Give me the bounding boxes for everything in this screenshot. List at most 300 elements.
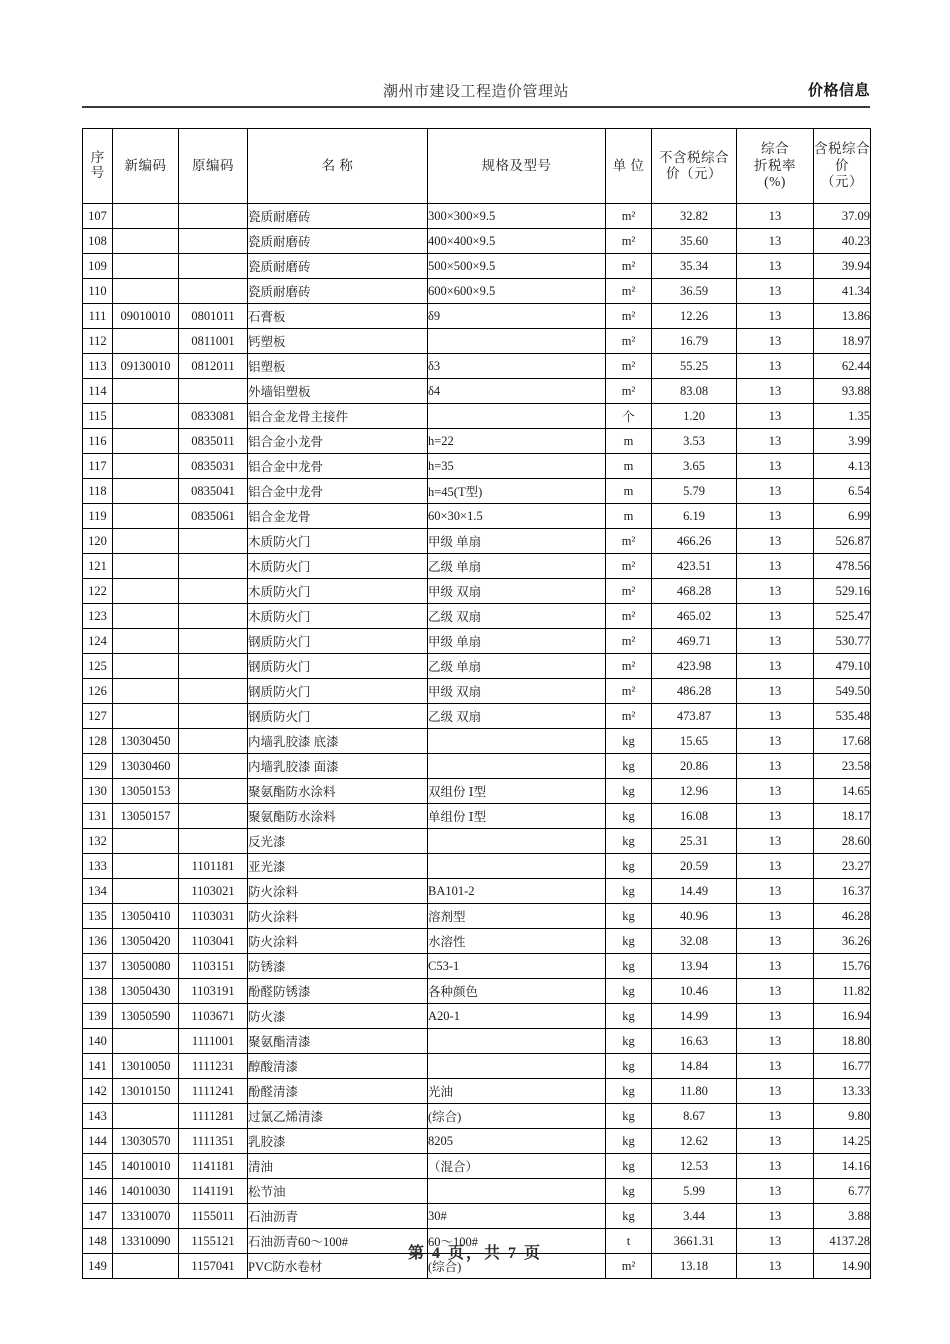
cell-tax-rate: 13 <box>737 1054 814 1079</box>
table-row <box>83 704 871 729</box>
cell-new-code <box>113 829 179 854</box>
column-header-unit: 单 位 <box>606 129 652 204</box>
cell-tax-rate: 13 <box>737 729 814 754</box>
cell-new-code: 13310090 <box>113 1229 179 1254</box>
column-header-net-price-line2: 价（元） <box>666 166 722 181</box>
cell-name: 聚氨酯清漆 <box>248 1029 428 1054</box>
cell-specification <box>428 754 606 779</box>
table-header-row <box>83 129 871 204</box>
cell-specification: 60×30×1.5 <box>428 504 606 529</box>
cell-new-code <box>113 679 179 704</box>
cell-unit: t <box>606 1229 652 1254</box>
cell-sequence: 111 <box>83 304 113 329</box>
table-row <box>83 879 871 904</box>
cell-sequence: 140 <box>83 1029 113 1054</box>
table-row <box>83 579 871 604</box>
cell-net-price: 8.67 <box>652 1104 737 1129</box>
cell-gross-price: 37.09 <box>814 204 871 229</box>
cell-sequence: 141 <box>83 1054 113 1079</box>
cell-name: 防火漆 <box>248 1004 428 1029</box>
cell-tax-rate: 13 <box>737 1254 814 1279</box>
cell-sequence: 129 <box>83 754 113 779</box>
cell-old-code: 1141191 <box>179 1179 248 1204</box>
cell-net-price: 40.96 <box>652 904 737 929</box>
cell-specification: 乙级 双扇 <box>428 604 606 629</box>
cell-sequence: 137 <box>83 954 113 979</box>
cell-old-code: 0835041 <box>179 479 248 504</box>
cell-specification: 300×300×9.5 <box>428 204 606 229</box>
cell-new-code: 13050410 <box>113 904 179 929</box>
cell-unit: m² <box>606 279 652 304</box>
cell-name: 铝合金中龙骨 <box>248 454 428 479</box>
cell-old-code: 0811001 <box>179 329 248 354</box>
cell-tax-rate: 13 <box>737 304 814 329</box>
table-row <box>83 304 871 329</box>
cell-tax-rate: 13 <box>737 204 814 229</box>
cell-net-price: 12.26 <box>652 304 737 329</box>
cell-net-price: 10.46 <box>652 979 737 1004</box>
cell-unit: 个 <box>606 404 652 429</box>
cell-unit: kg <box>606 729 652 754</box>
cell-net-price: 25.31 <box>652 829 737 854</box>
cell-unit: kg <box>606 954 652 979</box>
page-number-footer: 第 4 页，共 7 页 <box>407 1245 542 1262</box>
cell-specification: 60～100# <box>428 1229 606 1254</box>
cell-gross-price: 3.88 <box>814 1204 871 1229</box>
cell-specification: 水溶性 <box>428 929 606 954</box>
cell-old-code: 1141181 <box>179 1154 248 1179</box>
cell-specification: δ3 <box>428 354 606 379</box>
cell-old-code: 0801011 <box>179 304 248 329</box>
cell-net-price: 83.08 <box>652 379 737 404</box>
cell-new-code: 09130010 <box>113 354 179 379</box>
header-price-info-label: 价格信息 <box>807 82 870 99</box>
cell-sequence: 149 <box>83 1254 113 1279</box>
cell-net-price: 12.53 <box>652 1154 737 1179</box>
cell-gross-price: 13.33 <box>814 1079 871 1104</box>
cell-specification: δ4 <box>428 379 606 404</box>
cell-tax-rate: 13 <box>737 654 814 679</box>
cell-old-code <box>179 804 248 829</box>
cell-specification: 光油 <box>428 1079 606 1104</box>
cell-specification: h=22 <box>428 429 606 454</box>
cell-old-code <box>179 779 248 804</box>
cell-specification <box>428 1054 606 1079</box>
cell-sequence: 147 <box>83 1204 113 1229</box>
cell-new-code <box>113 554 179 579</box>
cell-tax-rate: 13 <box>737 929 814 954</box>
cell-net-price: 465.02 <box>652 604 737 629</box>
cell-old-code: 1103151 <box>179 954 248 979</box>
cell-specification: A20-1 <box>428 1004 606 1029</box>
cell-new-code: 13310070 <box>113 1204 179 1229</box>
column-header-net-price-line1: 不含税综合 <box>659 149 729 165</box>
cell-tax-rate: 13 <box>737 879 814 904</box>
table-row <box>83 604 871 629</box>
cell-net-price: 14.99 <box>652 1004 737 1029</box>
column-header-sequence-line2: 号 <box>90 165 105 180</box>
cell-unit: m <box>606 429 652 454</box>
cell-sequence: 109 <box>83 254 113 279</box>
cell-unit: kg <box>606 1129 652 1154</box>
cell-tax-rate: 13 <box>737 779 814 804</box>
cell-gross-price: 46.28 <box>814 904 871 929</box>
cell-name: 铝合金龙骨主接件 <box>248 404 428 429</box>
cell-name: 防火涂料 <box>248 904 428 929</box>
cell-name: 木质防火门 <box>248 554 428 579</box>
table-row <box>83 854 871 879</box>
cell-sequence: 124 <box>83 629 113 654</box>
table-row <box>83 229 871 254</box>
cell-gross-price: 525.47 <box>814 604 871 629</box>
cell-old-code <box>179 704 248 729</box>
cell-gross-price: 4.13 <box>814 454 871 479</box>
cell-new-code: 14010010 <box>113 1154 179 1179</box>
cell-sequence: 130 <box>83 779 113 804</box>
table-row <box>83 1154 871 1179</box>
cell-new-code: 13050080 <box>113 954 179 979</box>
cell-net-price: 468.28 <box>652 579 737 604</box>
cell-new-code: 13050430 <box>113 979 179 1004</box>
cell-tax-rate: 13 <box>737 1204 814 1229</box>
cell-net-price: 16.08 <box>652 804 737 829</box>
cell-name: 防锈漆 <box>248 954 428 979</box>
table-row <box>83 529 871 554</box>
cell-old-code: 1103671 <box>179 1004 248 1029</box>
cell-name: 钢质防火门 <box>248 654 428 679</box>
cell-specification: 双组份 Ⅰ型 <box>428 779 606 804</box>
cell-name: 铝合金中龙骨 <box>248 479 428 504</box>
cell-gross-price: 6.77 <box>814 1179 871 1204</box>
cell-old-code <box>179 279 248 304</box>
cell-old-code: 1111001 <box>179 1029 248 1054</box>
cell-old-code <box>179 679 248 704</box>
cell-new-code <box>113 454 179 479</box>
cell-tax-rate: 13 <box>737 254 814 279</box>
cell-name: 瓷质耐磨砖 <box>248 204 428 229</box>
cell-unit: m² <box>606 1254 652 1279</box>
cell-unit: m² <box>606 304 652 329</box>
cell-specification: 乙级 单扇 <box>428 554 606 579</box>
cell-gross-price: 15.76 <box>814 954 871 979</box>
cell-name: 亚光漆 <box>248 854 428 879</box>
cell-name: 木质防火门 <box>248 529 428 554</box>
cell-tax-rate: 13 <box>737 404 814 429</box>
cell-name: 乳胶漆 <box>248 1129 428 1154</box>
table-row <box>83 779 871 804</box>
cell-specification <box>428 829 606 854</box>
cell-gross-price: 529.16 <box>814 579 871 604</box>
cell-old-code <box>179 229 248 254</box>
table-row <box>83 804 871 829</box>
cell-new-code <box>113 329 179 354</box>
cell-new-code <box>113 229 179 254</box>
cell-gross-price: 549.50 <box>814 679 871 704</box>
table-row <box>83 904 871 929</box>
table-row <box>83 629 871 654</box>
cell-sequence: 113 <box>83 354 113 379</box>
cell-old-code <box>179 729 248 754</box>
cell-old-code: 1155011 <box>179 1204 248 1229</box>
cell-tax-rate: 13 <box>737 429 814 454</box>
cell-net-price: 20.59 <box>652 854 737 879</box>
cell-tax-rate: 13 <box>737 754 814 779</box>
cell-sequence: 134 <box>83 879 113 904</box>
cell-gross-price: 23.27 <box>814 854 871 879</box>
column-header-new-code: 新编码 <box>113 129 179 204</box>
cell-sequence: 131 <box>83 804 113 829</box>
cell-old-code <box>179 204 248 229</box>
cell-old-code: 0835061 <box>179 504 248 529</box>
cell-new-code: 13010150 <box>113 1079 179 1104</box>
material-price-table <box>82 128 871 1279</box>
cell-sequence: 135 <box>83 904 113 929</box>
cell-old-code: 1103021 <box>179 879 248 904</box>
column-header-gross-price-line2: （元） <box>821 174 863 190</box>
cell-unit: m² <box>606 704 652 729</box>
cell-unit: m <box>606 504 652 529</box>
cell-new-code <box>113 429 179 454</box>
cell-gross-price: 14.90 <box>814 1254 871 1279</box>
cell-unit: kg <box>606 804 652 829</box>
table-row <box>83 379 871 404</box>
cell-gross-price: 17.68 <box>814 729 871 754</box>
cell-specification: 甲级 单扇 <box>428 529 606 554</box>
cell-tax-rate: 13 <box>737 1129 814 1154</box>
cell-net-price: 423.51 <box>652 554 737 579</box>
cell-old-code: 1111351 <box>179 1129 248 1154</box>
cell-name: 反光漆 <box>248 829 428 854</box>
cell-gross-price: 6.99 <box>814 504 871 529</box>
table-row <box>83 429 871 454</box>
cell-unit: m² <box>606 604 652 629</box>
cell-specification: 600×600×9.5 <box>428 279 606 304</box>
cell-sequence: 118 <box>83 479 113 504</box>
cell-new-code <box>113 204 179 229</box>
cell-gross-price: 36.26 <box>814 929 871 954</box>
cell-specification: 30# <box>428 1204 606 1229</box>
table-row <box>83 1054 871 1079</box>
cell-unit: m² <box>606 329 652 354</box>
table-row <box>83 1179 871 1204</box>
cell-gross-price: 23.58 <box>814 754 871 779</box>
cell-old-code <box>179 754 248 779</box>
cell-tax-rate: 13 <box>737 1179 814 1204</box>
cell-name: 石膏板 <box>248 304 428 329</box>
cell-new-code: 13050153 <box>113 779 179 804</box>
cell-net-price: 12.62 <box>652 1129 737 1154</box>
cell-gross-price: 18.97 <box>814 329 871 354</box>
cell-new-code <box>113 854 179 879</box>
cell-unit: kg <box>606 779 652 804</box>
cell-gross-price: 40.23 <box>814 229 871 254</box>
cell-sequence: 125 <box>83 654 113 679</box>
cell-gross-price: 3.99 <box>814 429 871 454</box>
cell-net-price: 14.84 <box>652 1054 737 1079</box>
cell-net-price: 3.65 <box>652 454 737 479</box>
cell-old-code <box>179 604 248 629</box>
cell-net-price: 55.25 <box>652 354 737 379</box>
cell-new-code <box>113 1029 179 1054</box>
cell-old-code: 1111241 <box>179 1079 248 1104</box>
cell-net-price: 11.80 <box>652 1079 737 1104</box>
cell-unit: m² <box>606 629 652 654</box>
table-row <box>83 1104 871 1129</box>
cell-name: 外墙铝塑板 <box>248 379 428 404</box>
cell-name: 木质防火门 <box>248 579 428 604</box>
cell-net-price: 423.98 <box>652 654 737 679</box>
cell-gross-price: 530.77 <box>814 629 871 654</box>
cell-gross-price: 11.82 <box>814 979 871 1004</box>
cell-gross-price: 16.94 <box>814 1004 871 1029</box>
table-body <box>83 204 871 1279</box>
cell-specification: h=45(T型) <box>428 479 606 504</box>
cell-name: 过氯乙烯清漆 <box>248 1104 428 1129</box>
cell-tax-rate: 13 <box>737 979 814 1004</box>
cell-net-price: 16.63 <box>652 1029 737 1054</box>
cell-old-code <box>179 829 248 854</box>
cell-unit: kg <box>606 979 652 1004</box>
cell-old-code <box>179 579 248 604</box>
cell-net-price: 466.26 <box>652 529 737 554</box>
cell-net-price: 32.82 <box>652 204 737 229</box>
cell-old-code: 1101181 <box>179 854 248 879</box>
cell-name: 石油沥青 <box>248 1204 428 1229</box>
cell-specification: 400×400×9.5 <box>428 229 606 254</box>
cell-sequence: 123 <box>83 604 113 629</box>
cell-new-code: 13050157 <box>113 804 179 829</box>
cell-sequence: 115 <box>83 404 113 429</box>
cell-tax-rate: 13 <box>737 229 814 254</box>
cell-net-price: 3.44 <box>652 1204 737 1229</box>
cell-tax-rate: 13 <box>737 804 814 829</box>
cell-tax-rate: 13 <box>737 704 814 729</box>
cell-sequence: 127 <box>83 704 113 729</box>
cell-gross-price: 478.56 <box>814 554 871 579</box>
table-row <box>83 979 871 1004</box>
cell-unit: kg <box>606 1154 652 1179</box>
cell-specification: (综合) <box>428 1104 606 1129</box>
table-row <box>83 1129 871 1154</box>
table-row <box>83 554 871 579</box>
column-header-net-price <box>652 129 737 204</box>
cell-name: 内墙乳胶漆 底漆 <box>248 729 428 754</box>
cell-unit: kg <box>606 754 652 779</box>
cell-old-code: 1103041 <box>179 929 248 954</box>
cell-sequence: 143 <box>83 1104 113 1129</box>
cell-unit: m² <box>606 654 652 679</box>
cell-old-code: 1111281 <box>179 1104 248 1129</box>
cell-name: 聚氨酯防水涂料 <box>248 779 428 804</box>
cell-name: 防火涂料 <box>248 879 428 904</box>
cell-old-code: 0835011 <box>179 429 248 454</box>
cell-sequence: 145 <box>83 1154 113 1179</box>
column-header-sequence-line1: 序 <box>90 150 105 166</box>
cell-sequence: 139 <box>83 1004 113 1029</box>
cell-tax-rate: 13 <box>737 554 814 579</box>
cell-new-code <box>113 279 179 304</box>
cell-new-code <box>113 404 179 429</box>
cell-gross-price: 39.94 <box>814 254 871 279</box>
cell-tax-rate: 13 <box>737 629 814 654</box>
column-header-sequence <box>83 129 113 204</box>
cell-unit: m <box>606 454 652 479</box>
cell-old-code: 1103031 <box>179 904 248 929</box>
cell-net-price: 15.65 <box>652 729 737 754</box>
cell-gross-price: 18.17 <box>814 804 871 829</box>
table-row <box>83 1079 871 1104</box>
cell-gross-price: 18.80 <box>814 1029 871 1054</box>
cell-old-code <box>179 629 248 654</box>
cell-old-code: 0812011 <box>179 354 248 379</box>
cell-net-price: 12.96 <box>652 779 737 804</box>
cell-specification: δ9 <box>428 304 606 329</box>
cell-unit: kg <box>606 904 652 929</box>
cell-new-code <box>113 629 179 654</box>
cell-tax-rate: 13 <box>737 579 814 604</box>
cell-net-price: 1.20 <box>652 404 737 429</box>
cell-name: 瓷质耐磨砖 <box>248 254 428 279</box>
cell-gross-price: 1.35 <box>814 404 871 429</box>
cell-new-code: 13010050 <box>113 1054 179 1079</box>
cell-gross-price: 479.10 <box>814 654 871 679</box>
running-header <box>82 78 870 108</box>
cell-name: 铝塑板 <box>248 354 428 379</box>
table-row <box>83 1004 871 1029</box>
table-row <box>83 829 871 854</box>
cell-new-code <box>113 654 179 679</box>
cell-net-price: 3661.31 <box>652 1229 737 1254</box>
cell-sequence: 138 <box>83 979 113 1004</box>
cell-new-code <box>113 254 179 279</box>
cell-specification <box>428 729 606 754</box>
column-header-tax-rate-line3: (%) <box>764 174 786 190</box>
cell-net-price: 35.60 <box>652 229 737 254</box>
cell-old-code: 1111231 <box>179 1054 248 1079</box>
cell-specification: h=35 <box>428 454 606 479</box>
cell-sequence: 144 <box>83 1129 113 1154</box>
table-row <box>83 954 871 979</box>
cell-specification <box>428 404 606 429</box>
cell-tax-rate: 13 <box>737 829 814 854</box>
cell-specification: （混合） <box>428 1154 606 1179</box>
cell-gross-price: 16.77 <box>814 1054 871 1079</box>
cell-tax-rate: 13 <box>737 1104 814 1129</box>
cell-net-price: 3.53 <box>652 429 737 454</box>
cell-specification: 单组份 Ⅰ型 <box>428 804 606 829</box>
cell-name: 清油 <box>248 1154 428 1179</box>
cell-name: 松节油 <box>248 1179 428 1204</box>
cell-gross-price: 535.48 <box>814 704 871 729</box>
cell-unit: m² <box>606 354 652 379</box>
header-organization-title: 潮州市建设工程造价管理站 <box>382 84 569 100</box>
cell-sequence: 142 <box>83 1079 113 1104</box>
cell-tax-rate: 13 <box>737 354 814 379</box>
cell-specification: 乙级 双扇 <box>428 704 606 729</box>
cell-unit: m² <box>606 554 652 579</box>
cell-name: 醇酸清漆 <box>248 1054 428 1079</box>
cell-unit: m² <box>606 579 652 604</box>
table-row <box>83 254 871 279</box>
cell-old-code <box>179 254 248 279</box>
cell-net-price: 14.49 <box>652 879 737 904</box>
cell-specification <box>428 1029 606 1054</box>
table-row <box>83 479 871 504</box>
cell-gross-price: 28.60 <box>814 829 871 854</box>
cell-name: 内墙乳胶漆 面漆 <box>248 754 428 779</box>
cell-old-code: 1103191 <box>179 979 248 1004</box>
table-row <box>83 729 871 754</box>
